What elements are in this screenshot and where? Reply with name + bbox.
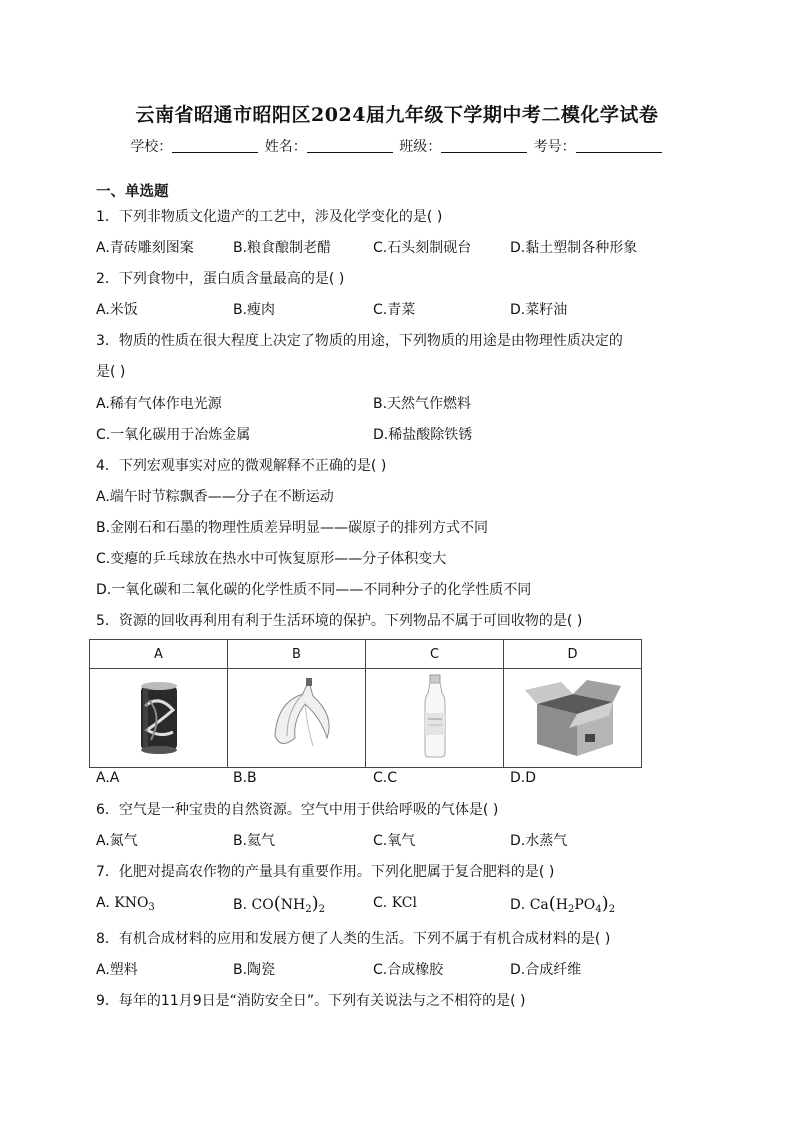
page-title: 云南省昭通市昭阳区2024届九年级下学期中考二模化学试卷 — [135, 104, 659, 126]
q4-option-b[interactable]: B.金刚石和石墨的物理性质差异明显——碳原子的排列方式不同 — [96, 520, 489, 536]
q3-option-c[interactable]: C.一氧化碳用于冶炼金属 — [96, 427, 251, 443]
q1-option-c[interactable]: C.石头刻制砚台 — [373, 240, 472, 256]
q5-header-b: B — [228, 640, 366, 669]
q4-option-d[interactable]: D.一氧化碳和二氧化碳的化学性质不同——不同种分子的化学性质不同 — [96, 582, 532, 598]
q7-option-a-prefix: A. — [96, 895, 110, 911]
question-5-stem: 5．资源的回收再利用有利于生活环境的保护。下列物品不属于可回收物的是( ) — [96, 613, 583, 629]
name-blank[interactable] — [307, 138, 393, 153]
q7-formula-a: $KNO_3$ — [114, 895, 155, 913]
question-6-stem: 6．空气是一种宝贵的自然资源。空气中用于供给呼吸的气体是( ) — [96, 802, 499, 818]
q7-option-c[interactable] — [373, 895, 417, 911]
banana-peel-icon — [247, 676, 347, 756]
q7-option-b[interactable] — [233, 893, 325, 915]
q7-option-b-prefix: B. — [233, 897, 248, 913]
q7-option-c-prefix: C. — [373, 895, 388, 911]
q6-option-c[interactable]: C.氧气 — [373, 833, 416, 849]
soda-can-icon — [129, 676, 189, 756]
q7-formula-c: KCl — [391, 895, 417, 911]
q5-image-cell-d — [504, 669, 642, 768]
q2-option-d[interactable]: D.菜籽油 — [510, 302, 568, 318]
q2-option-b[interactable]: B.瘦肉 — [233, 302, 276, 318]
q5-header-d: D — [504, 640, 642, 669]
q8-option-b[interactable]: B.陶瓷 — [233, 962, 276, 978]
q8-option-c[interactable]: C.合成橡胶 — [373, 962, 444, 978]
school-blank[interactable] — [172, 138, 258, 153]
q5-header-a: A — [90, 640, 228, 669]
q5-image-cell-c — [366, 669, 504, 768]
question-3-stem: 3．物质的性质在很大程度上决定了物质的用途，下列物质的用途是由物理性质决定的 — [96, 333, 623, 349]
q7-option-d-prefix: D. — [510, 897, 526, 913]
q7-formula-d: $Ca(H_2PO_4)_2$ — [529, 893, 616, 915]
q6-option-d[interactable]: D.水蒸气 — [510, 833, 568, 849]
q5-image-table — [89, 639, 642, 768]
name-label: 姓名： — [264, 139, 307, 155]
q1-option-b[interactable]: B.粮食酿制老醋 — [233, 240, 332, 256]
question-8-stem: 8．有机合成材料的应用和发展方便了人类的生活。下列不属于有机合成材料的是( ) — [96, 931, 611, 947]
q4-option-a[interactable]: A.端午时节粽飘香——分子在不断运动 — [96, 489, 334, 505]
q2-option-a[interactable]: A.米饭 — [96, 302, 138, 318]
q7-option-d[interactable] — [510, 893, 615, 915]
q5-option-b[interactable]: B.B — [233, 770, 257, 786]
question-4-stem: 4．下列宏观事实对应的微观解释不正确的是( ) — [96, 458, 387, 474]
q4-option-c[interactable]: C.变瘪的乒乓球放在热水中可恢复原形——分子体积变大 — [96, 551, 447, 567]
q7-formula-b: $CO(NH_2)_2$ — [251, 893, 325, 915]
school-label: 学校： — [130, 139, 173, 155]
q5-header-c: C — [366, 640, 504, 669]
class-label: 班级： — [399, 139, 442, 155]
number-label: 考号： — [533, 139, 576, 155]
q5-image-cell-a — [90, 669, 228, 768]
question-3-stem-cont: 是( ) — [96, 364, 126, 380]
q6-option-a[interactable]: A.氮气 — [96, 833, 138, 849]
q3-option-a[interactable]: A.稀有气体作电光源 — [96, 396, 222, 412]
question-2-stem: 2．下列食物中，蛋白质含量最高的是( ) — [96, 271, 345, 287]
q5-option-d[interactable]: D.D — [510, 770, 537, 786]
q1-option-a[interactable]: A.青砖雕刻图案 — [96, 240, 194, 256]
question-9-stem: 9．每年的11月9日是“消防安全日”。下列有关说法与之不相符的是( ) — [96, 993, 526, 1009]
q2-option-c[interactable]: C.青菜 — [373, 302, 416, 318]
plastic-bottle-icon — [415, 673, 455, 759]
q7-option-a[interactable] — [96, 895, 155, 913]
q5-image-cell-b — [228, 669, 366, 768]
q3-option-d[interactable]: D.稀盐酸除铁锈 — [373, 427, 473, 443]
section-heading: 一、单选题 — [96, 184, 169, 200]
class-blank[interactable] — [441, 138, 527, 153]
q5-option-a[interactable]: A.A — [96, 770, 120, 786]
q8-option-a[interactable]: A.塑料 — [96, 962, 138, 978]
q5-option-c[interactable]: C.C — [373, 770, 398, 786]
q6-option-b[interactable]: B.氦气 — [233, 833, 276, 849]
q3-option-b[interactable]: B.天然气作燃料 — [373, 396, 472, 412]
q1-option-d[interactable]: D.黏土塑制各种形象 — [510, 240, 638, 256]
cardboard-box-icon — [523, 674, 623, 758]
question-7-stem: 7．化肥对提高农作物的产量具有重要作用。下列化肥属于复合肥料的是( ) — [96, 864, 555, 880]
student-info-line — [0, 136, 794, 156]
number-blank[interactable] — [576, 138, 662, 153]
question-1-stem: 1．下列非物质文化遗产的工艺中，涉及化学变化的是( ) — [96, 209, 443, 225]
q8-option-d[interactable]: D.合成纤维 — [510, 962, 582, 978]
